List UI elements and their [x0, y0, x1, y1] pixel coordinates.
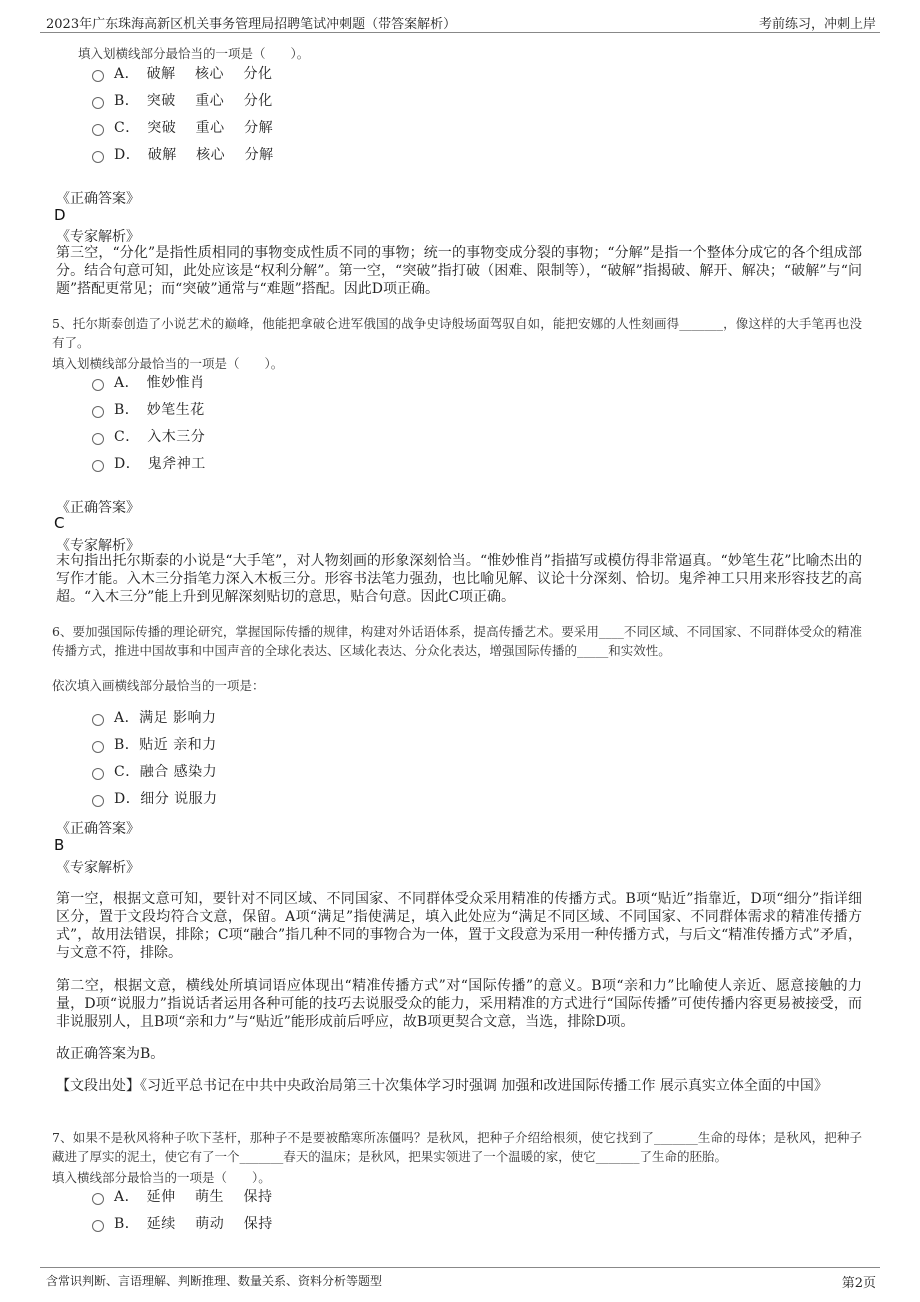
q6-prompt: 依次填入画横线部分最恰当的一项是： [52, 678, 265, 693]
q6-analysis-heading: 《专家解析》 [56, 860, 140, 876]
q6-analysis-conclusion: 故正确答案为B。 [56, 1046, 165, 1062]
q4-option-d[interactable]: D． 破解 核心 分解 [92, 145, 274, 165]
radio-icon[interactable] [92, 741, 104, 753]
q7-prompt: 填入横线部分最恰当的一项是（ ）。 [52, 1170, 271, 1185]
page-number: 第2页 [841, 1276, 876, 1291]
radio-icon[interactable] [92, 70, 104, 82]
q4-option-b[interactable]: B． 突破 重心 分化 [92, 91, 273, 111]
q5-option-d[interactable]: D． 鬼斧神工 [92, 454, 206, 474]
q6-option-c[interactable]: C．融合 感染力 [92, 762, 217, 782]
q5-analysis-heading: 《专家解析》 [56, 538, 140, 554]
footer-categories: 含常识判断、言语理解、判断推理、数量关系、资料分析等题型 [46, 1274, 383, 1288]
q4-answer: D [54, 206, 66, 224]
radio-icon[interactable] [92, 795, 104, 807]
q6-option-d[interactable]: D．细分 说服力 [92, 789, 218, 809]
radio-icon[interactable] [92, 768, 104, 780]
q6-analysis-paragraph-2: 第二空，根据文意，横线处所填词语应体现出“精准传播方式”对“国际传播”的意义。B项“亲和力”比喻使人亲近、愿意接触的力量，D项“说服力”指说话者运用各种可能的技巧去说服受众的能力，采用精准的方式进行“国际传播”可使传播内容更易被接受，而非说服别人，且B项“亲和力”与“贴近”能形成前后呼应，故B项更契合文意，当选，排除D项。 [56, 978, 862, 1030]
radio-icon[interactable] [92, 97, 104, 109]
q4-option-c[interactable]: C． 突破 重心 分解 [92, 118, 273, 138]
document-title: 2023年广东珠海高新区机关事务管理局招聘笔试冲刺题（带答案解析） [46, 17, 457, 32]
q6-analysis-paragraph-1: 第一空，根据文意可知，要针对不同区域、不同国家、不同群体受众采用精准的传播方式。B项“贴近”指靠近，D项“细分”指详细区分，置于文段均符合文意，保留。A项“满足”指使满足，填入此处应为“满足不同区域、不同国家、不同群体需求的精准传播方式”，故用法错误，排除；C项“融合”指几种不同的事物合为一体，置于文段意为采用一种传播方式，与后文“精准传播方式”矛盾，与文意不符，排除。 [56, 891, 862, 961]
radio-icon[interactable] [92, 1220, 104, 1232]
radio-icon[interactable] [92, 124, 104, 136]
q5-prompt: 填入划横线部分最恰当的一项是（ ）。 [52, 356, 284, 371]
radio-icon[interactable] [92, 1193, 104, 1205]
radio-icon[interactable] [92, 379, 104, 391]
q4-option-a[interactable]: A． 破解 核心 分化 [92, 64, 273, 84]
q5-stem: 5、托尔斯泰创造了小说艺术的巅峰，他能把拿破仑进军俄国的战争史诗般场面驾驭自如，能把安娜的人性刻画得_______，像这样的大手笔再也没有了。 [52, 316, 862, 350]
q5-answer: C [54, 514, 65, 532]
q5-option-b[interactable]: B． 妙笔生花 [92, 400, 205, 420]
q6-option-a[interactable]: A．满足 影响力 [92, 708, 217, 728]
radio-icon[interactable] [92, 151, 104, 163]
radio-icon[interactable] [92, 714, 104, 726]
radio-icon[interactable] [92, 460, 104, 472]
q4-answer-heading: 《正确答案》 [56, 191, 140, 207]
q5-option-a[interactable]: A． 惟妙惟肖 [92, 373, 205, 393]
q6-source: 【文段出处】《习近平总书记在中共中央政治局第三十次集体学习时强调 加强和改进国际传播工作 展示真实立体全面的中国》 [56, 1078, 828, 1094]
q7-stem: 7、如果不是秋风将种子吹下茎杆，那种子不是要被酷寒所冻僵吗？是秋风，把种子介绍给根须，使它找到了_______生命的母体；是秋风，把种子藏进了厚实的泥土，使它有了一个_______春天的温床；是秋风，把果实领进了一个温暖的家，使它_______了生命的胚胎。 [52, 1130, 862, 1164]
q4-analysis: 第三空，“分化”是指性质相同的事物变成性质不同的事物；统一的事物变成分裂的事物；“分解”是指一个整体分成它的各个组成部分。结合句意可知，此处应该是“权利分解”。第一空，“突破”指打破（困难、限制等），“破解”指揭破、解开、解决；“破解”与“问题”搭配更常见；而“突破”通常与“难题”搭配。因此D项正确。 [56, 245, 862, 297]
q7-option-b[interactable]: B． 延续 萌动 保持 [92, 1214, 273, 1234]
q7-option-a[interactable]: A． 延伸 萌生 保持 [92, 1187, 273, 1207]
q6-answer-heading: 《正确答案》 [56, 821, 140, 837]
radio-icon[interactable] [92, 406, 104, 418]
radio-icon[interactable] [92, 433, 104, 445]
page-header [40, 12, 880, 33]
page-footer [40, 1267, 880, 1290]
q4-prompt: 填入划横线部分最恰当的一项是（ ）。 [78, 46, 310, 61]
q4-analysis-heading: 《专家解析》 [56, 229, 140, 245]
q6-option-b[interactable]: B．贴近 亲和力 [92, 735, 217, 755]
q5-answer-heading: 《正确答案》 [56, 500, 140, 516]
q5-analysis: 末句指出托尔斯泰的小说是“大手笔”，对人物刻画的形象深刻恰当。“惟妙惟肖”指描写或模仿得非常逼真。“妙笔生花”比喻杰出的写作才能。入木三分指笔力深入木板三分。形容书法笔力强劲，也比喻见解、议论十分深刻、恰切。鬼斧神工只用来形容技艺的高超。“入木三分”能上升到见解深刻贴切的意思，贴合句意。因此C项正确。 [56, 553, 862, 605]
q6-answer: B [54, 836, 65, 854]
q6-stem: 6、要加强国际传播的理论研究，掌握国际传播的规律，构建对外话语体系，提高传播艺术。要采用____不同区域、不同国家、不同群体受众的精准传播方式，推进中国故事和中国声音的全球化表达、区域化表达、分众化表达，增强国际传播的_____和实效性。 [52, 624, 862, 658]
q5-option-c[interactable]: C． 入木三分 [92, 427, 205, 447]
header-slogan: 考前练习，冲刺上岸 [758, 17, 876, 32]
